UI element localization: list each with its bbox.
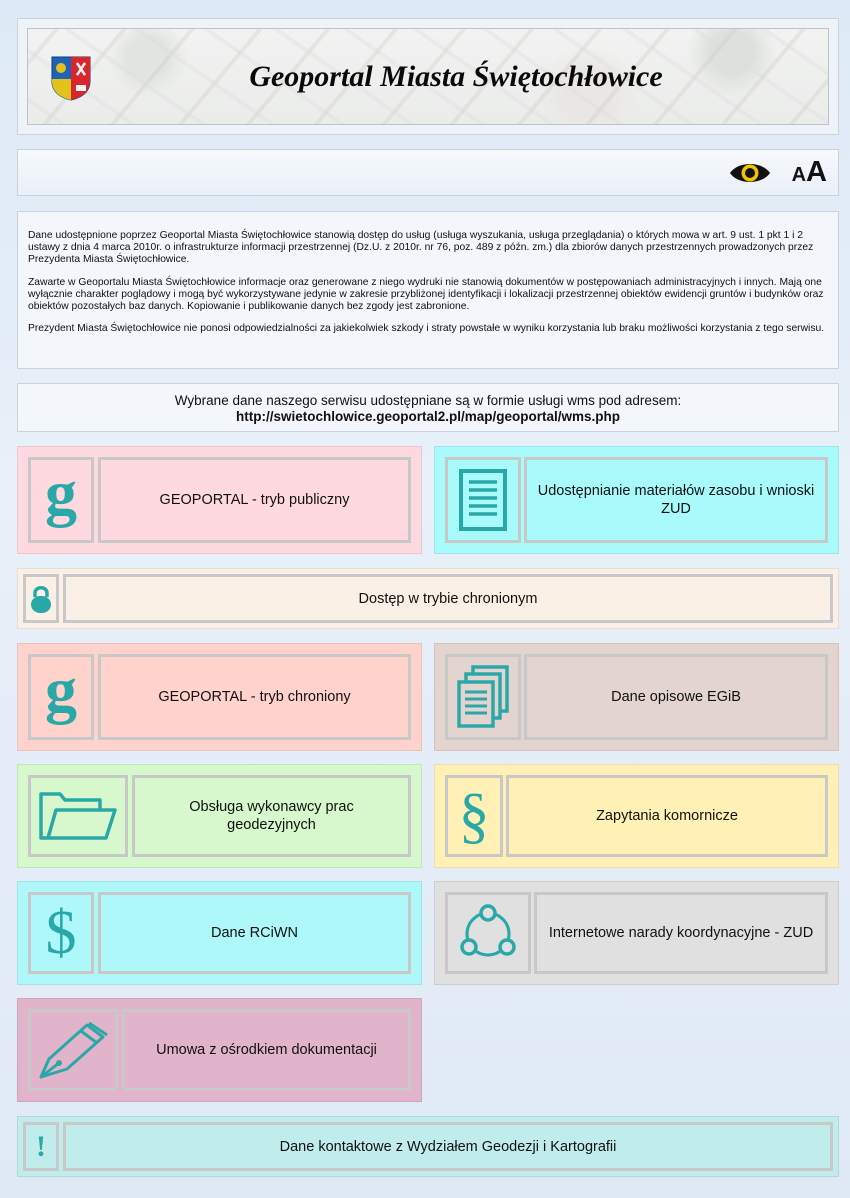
eye-icon[interactable]: [728, 159, 772, 187]
tile-bailiff[interactable]: [434, 764, 839, 868]
tile-label-text: Dane RCiWN: [210, 925, 298, 941]
bar-label: [63, 574, 833, 623]
tile-label: [98, 654, 411, 740]
bar-icon-box: [23, 574, 59, 623]
tile-label-text: Umowa z ośrodkiem dokumentacji: [156, 1042, 377, 1058]
tile-label-text: Dane opisowe EGiB: [611, 689, 741, 705]
tile-label-text: Internetowe narady koordynacyjne - ZUD: [548, 925, 814, 941]
wms-text: Wybrane dane naszego serwisu udostępniane są w formie usługi wms pod adresem:: [174, 393, 682, 408]
tile-label: [98, 892, 411, 974]
site-title: Geoportal Miasta Świętochłowice: [249, 59, 663, 93]
tile-icon-box: [445, 892, 531, 974]
tile-rciwn[interactable]: [17, 881, 422, 985]
document-icon: [458, 468, 508, 532]
disclaimer-paragraph: Zawarte w Geoportalu Miasta Świętochłowice informacje oraz generowane z niego wydruki nie stanowią dokumentów w postępowaniach administracyjnych i innych. Mają one wyłącznie charakter poglądowy i mogą być wykorzystywane jedynie w zakresie przybliżonej identyfikacji i lokalizacji przestrzennej obiektów ewidencji gruntów i budynków oraz obiektów pozostałych baz danych. Kopiowanie i publikowanie danych bez zgody jest zabronione.: [28, 276, 824, 313]
accessibility-bar: [17, 149, 839, 196]
tile-label-text: Obsługa wykonawcy prac geodezyjnych: [189, 799, 354, 833]
tile-zud-materials[interactable]: [434, 446, 839, 554]
bar-label-text: Dane kontaktowe z Wydziałem Geodezji i Kartografii: [279, 1138, 617, 1155]
tile-label-text: Zapytania komornicze: [596, 808, 738, 824]
tile-geoportal-protected[interactable]: [17, 643, 422, 751]
letter-g-icon: g: [45, 654, 77, 725]
tile-label: [524, 654, 828, 740]
exclamation-icon: !: [36, 1129, 46, 1163]
letter-g-icon: g: [45, 457, 77, 528]
fountain-pen-icon: [37, 1019, 109, 1081]
tile-surveyor[interactable]: [17, 764, 422, 868]
bar-label-text: Dostęp w trybie chronionym: [358, 590, 538, 607]
tile-geoportal-public[interactable]: [17, 446, 422, 554]
dollar-icon: $: [45, 899, 77, 967]
paragraph-icon: §: [458, 782, 490, 850]
network-icon: [457, 904, 519, 962]
city-coat-of-arms-icon: [50, 55, 92, 101]
bar-protected-access[interactable]: [17, 568, 839, 629]
wms-info: [17, 383, 839, 432]
font-size-button[interactable]: [792, 156, 827, 188]
font-small-glyph: A: [791, 164, 807, 186]
tile-icon-box: [28, 1009, 118, 1091]
tile-icon-box: [28, 654, 94, 740]
tile-contract[interactable]: [17, 998, 422, 1102]
tile-label: [506, 775, 828, 857]
bar-contact[interactable]: [17, 1116, 839, 1177]
tile-icon-box: [28, 457, 94, 543]
disclaimer-paragraph: Dane udostępnione poprzez Geoportal Miasta Świętochłowice stanowią dostęp do usług (usługa wyszukania, usługa przeglądania) o których mowa w art. 9 ust. 1 pkt 1 i 2 ustawy z dnia 4 marca 2010r. o infrastrukturze informacji przestrzennej (Dz.U. z 2010r. nr 76, poz. 489 z późn. zm.) dla zbiorów danych przestrzennych prowadzonych przez Prezydenta Miasta Świętochłowice.: [28, 230, 814, 266]
documents-stack-icon: [456, 664, 510, 730]
tile-icon-box: [445, 654, 521, 740]
tile-coordination[interactable]: [434, 881, 839, 985]
tile-label: [132, 775, 411, 857]
tile-icon-box: [28, 892, 94, 974]
header-banner: [17, 18, 839, 135]
tile-label: [122, 1009, 411, 1091]
tile-label-text: GEOPORTAL - tryb publiczny: [159, 492, 350, 508]
tile-label: [98, 457, 411, 543]
tile-label-text: Udostępnianie materiałów zasobu i wnioski ZUD: [537, 483, 815, 517]
tile-icon-box: [445, 775, 503, 857]
font-big-glyph: A: [806, 156, 827, 188]
tile-egib[interactable]: [434, 643, 839, 751]
tile-icon-box: [445, 457, 521, 543]
disclaimer-paragraph: Prezydent Miasta Świętochłowice nie ponosi odpowiedzialności za jakiekolwiek szkody i straty powstałe w wyniku korzystania lub braku możliwości korzystania z tego serwisu.: [28, 323, 825, 335]
folder-icon: [38, 790, 118, 842]
tile-label: [534, 892, 828, 974]
tile-icon-box: [28, 775, 128, 857]
tile-label: [524, 457, 828, 543]
wms-url[interactable]: http://swietochlowice.geoportal2.pl/map/geoportal/wms.php: [235, 409, 621, 424]
bar-icon-box: [23, 1122, 59, 1171]
bar-label: [63, 1122, 833, 1171]
lock-icon: [30, 584, 52, 614]
tile-label-text: GEOPORTAL - tryb chroniony: [158, 689, 351, 705]
banner-aerial-photo: [27, 28, 829, 125]
disclaimer-box: [17, 211, 839, 369]
